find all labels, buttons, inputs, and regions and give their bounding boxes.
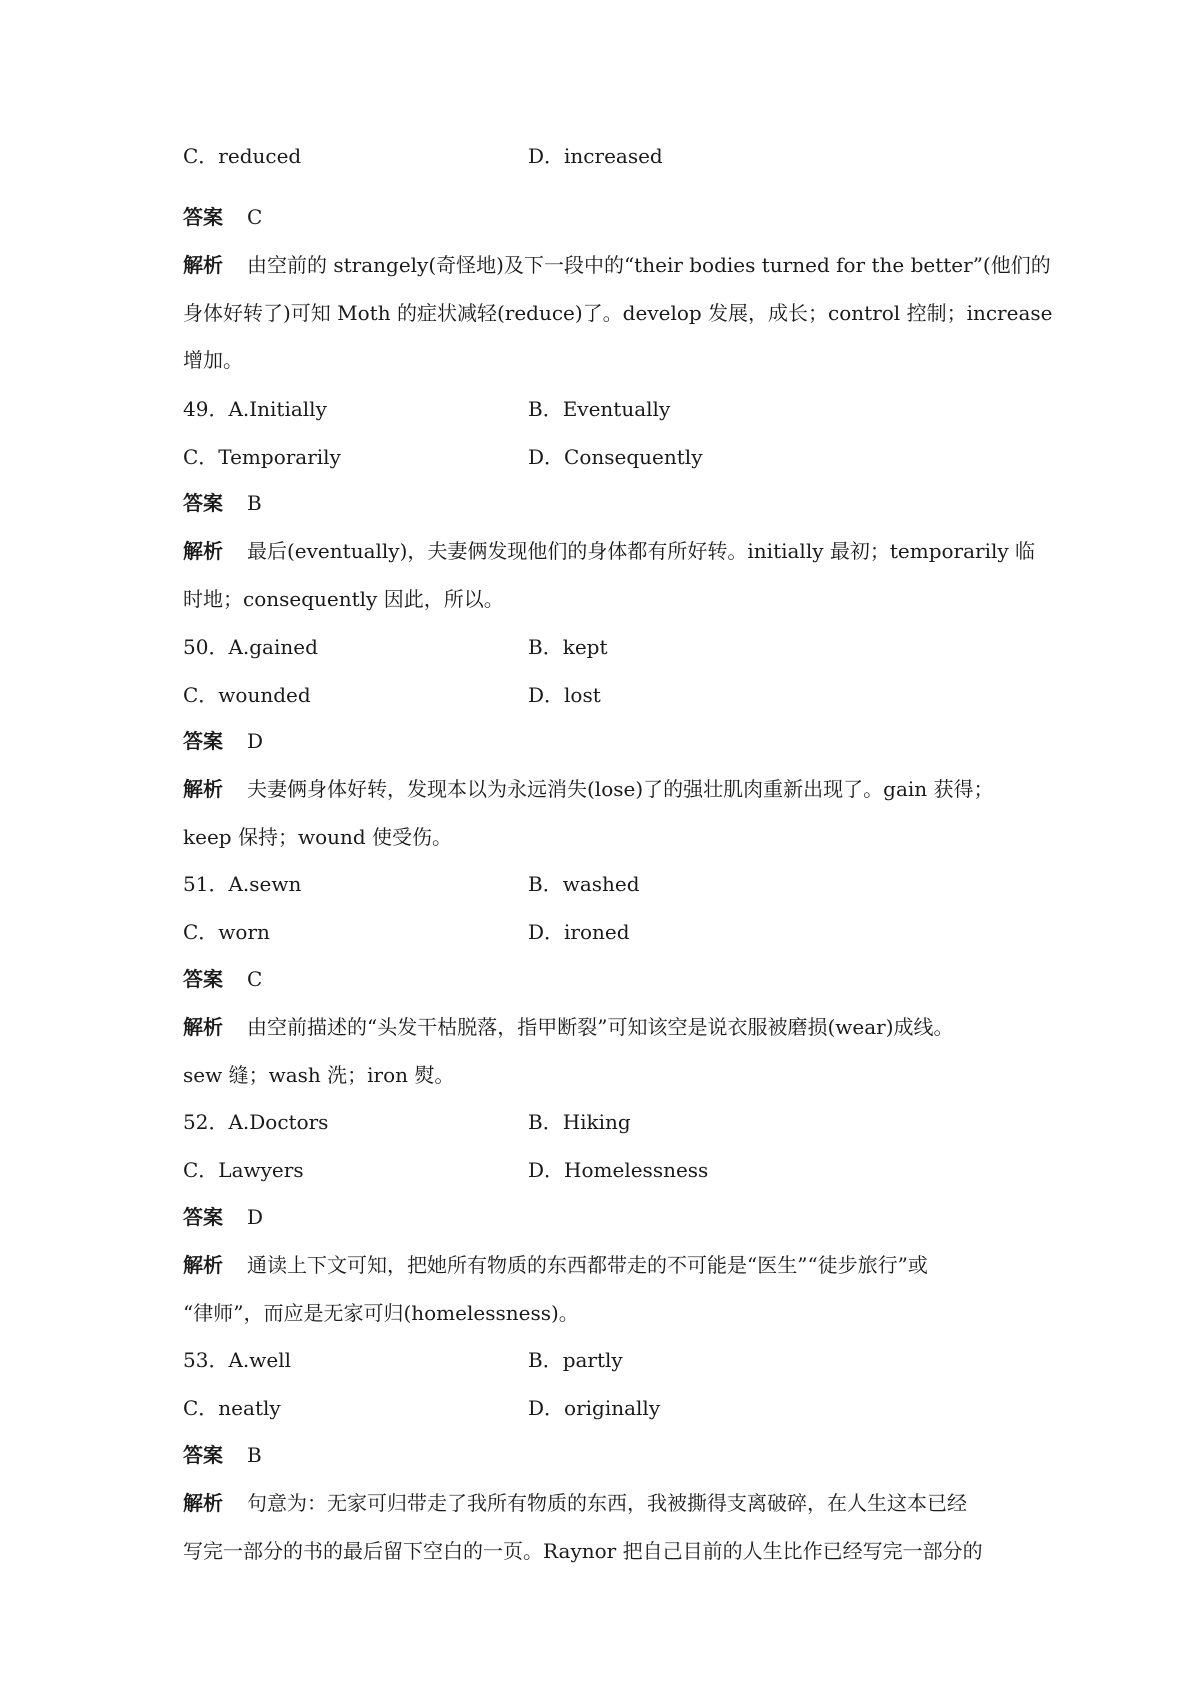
analysis-line (183, 1062, 454, 1088)
analysis-text: 由空前描述的“头发干枯脱落，指甲断裂”可知该空是说衣服被磨损(wear)成线。 (247, 1015, 954, 1039)
analysis-text: 增加。 (183, 348, 243, 372)
analysis-line (183, 1014, 954, 1040)
option-c (183, 919, 270, 945)
option-c (183, 444, 341, 470)
option-text: C．Temporarily (183, 445, 341, 469)
option-b (528, 1347, 623, 1373)
option-b (528, 1109, 631, 1135)
option-a (183, 871, 301, 897)
option-b (528, 871, 640, 897)
analysis-text: keep 保持；wound 使受伤。 (183, 825, 453, 849)
answer-line (183, 966, 262, 992)
analysis-line (183, 300, 1052, 326)
answer-label: 答案 (183, 1205, 223, 1229)
option-text: D．ironed (528, 920, 630, 944)
analysis-label: 解析 (183, 777, 223, 801)
option-a (183, 396, 327, 422)
answer-label: 答案 (183, 729, 223, 753)
analysis-label: 解析 (183, 1491, 223, 1515)
analysis-line (183, 824, 452, 850)
option-text: 53．A.well (183, 1348, 291, 1372)
analysis-line (183, 538, 1035, 564)
option-text: D．increased (528, 144, 663, 168)
option-a (183, 1347, 291, 1373)
option-d (528, 1157, 708, 1183)
answer-value: B (247, 491, 262, 515)
analysis-label: 解析 (183, 539, 223, 563)
analysis-line (183, 1252, 928, 1278)
answer-value: C (247, 967, 263, 991)
option-text: D．originally (528, 1396, 661, 1420)
option-d (528, 919, 630, 945)
analysis-text: “律师”，而应是无家可归(homelessness)。 (183, 1301, 579, 1325)
option-text: C．Lawyers (183, 1158, 304, 1182)
answer-line (183, 728, 263, 754)
analysis-text: 时地；consequently 因此，所以。 (183, 587, 504, 611)
analysis-text: 写完一部分的书的最后留下空白的一页。Raynor 把自己目前的人生比作已经写完一部分的 (183, 1539, 983, 1563)
analysis-text: 最后(eventually)，夫妻俩发现他们的身体都有所好转。initially 最初；temporarily 临 (247, 539, 1036, 563)
analysis-label: 解析 (183, 253, 223, 277)
option-text: C．wounded (183, 683, 311, 707)
analysis-text: 句意为：无家可归带走了我所有物质的东西，我被撕得支离破碎，在人生这本已经 (247, 1491, 967, 1515)
option-a (183, 634, 318, 660)
option-text: C．reduced (183, 144, 302, 168)
option-text: B．washed (528, 872, 640, 896)
answer-label: 答案 (183, 1443, 223, 1467)
answer-label: 答案 (183, 491, 223, 515)
answer-line (183, 490, 262, 516)
option-c (183, 1395, 281, 1421)
option-text: 50．A.gained (183, 635, 318, 659)
option-c (183, 1157, 304, 1183)
analysis-text: 通读上下文可知，把她所有物质的东西都带走的不可能是“医生”“徒步旅行”或 (247, 1253, 928, 1277)
option-c (183, 682, 311, 708)
option-text: B．partly (528, 1348, 623, 1372)
analysis-label: 解析 (183, 1015, 223, 1039)
option-text: D．Consequently (528, 445, 703, 469)
answer-value: D (247, 729, 264, 753)
option-text: B．Eventually (528, 397, 671, 421)
analysis-text: sew 缝；wash 洗；iron 熨。 (183, 1063, 455, 1087)
analysis-line (183, 586, 504, 612)
option-d (528, 682, 601, 708)
option-text: 52．A.Doctors (183, 1110, 329, 1134)
option-d (528, 143, 663, 169)
analysis-text: 夫妻俩身体好转，发现本以为永远消失(lose)了的强壮肌肉重新出现了。gain 获得； (247, 777, 994, 801)
option-c (183, 143, 301, 169)
analysis-line (183, 1490, 967, 1516)
option-d (528, 1395, 660, 1421)
analysis-line (183, 1300, 579, 1326)
answer-value: D (247, 1205, 264, 1229)
analysis-line (183, 1538, 983, 1564)
analysis-line (183, 776, 994, 802)
option-text: B．kept (528, 635, 608, 659)
analysis-text: 由空前的 strangely(奇怪地)及下一段中的“their bodies turned for the better”(他们的 (247, 253, 1051, 277)
option-text: C．neatly (183, 1396, 281, 1420)
analysis-line (183, 252, 1051, 278)
analysis-line (183, 347, 243, 373)
analysis-text: 身体好转了)可知 Moth 的症状减轻(reduce)了。develop 发展，成长；control 控制；increase (183, 301, 1053, 325)
option-text: D．lost (528, 683, 601, 707)
answer-label: 答案 (183, 967, 223, 991)
option-b (528, 396, 670, 422)
option-a (183, 1109, 328, 1135)
answer-value: C (247, 205, 263, 229)
answer-line (183, 204, 262, 230)
answer-label: 答案 (183, 205, 223, 229)
answer-line (183, 1442, 262, 1468)
option-text: D．Homelessness (528, 1158, 709, 1182)
analysis-label: 解析 (183, 1253, 223, 1277)
option-text: 49．A.Initially (183, 397, 327, 421)
option-d (528, 444, 703, 470)
option-text: B．Hiking (528, 1110, 631, 1134)
option-b (528, 634, 608, 660)
answer-value: B (247, 1443, 262, 1467)
option-text: 51．A.sewn (183, 872, 302, 896)
answer-line (183, 1204, 263, 1230)
option-text: C．worn (183, 920, 270, 944)
